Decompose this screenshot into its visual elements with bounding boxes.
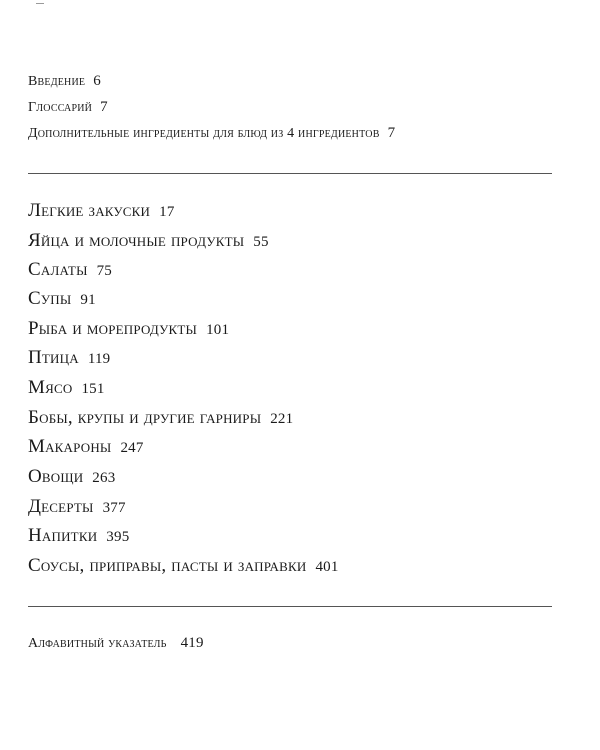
toc-entry-title: Птица (28, 347, 79, 368)
toc-entry-title: Рыба и морепродукты (28, 318, 198, 339)
toc-entry-page: 7 (100, 99, 108, 115)
toc-entry-page: 119 (87, 351, 111, 367)
toc-entry-page: 151 (81, 381, 105, 397)
toc-entry-title: Десерты (28, 496, 94, 517)
toc-entry-chapter[interactable] (28, 230, 269, 252)
toc-entry-additional-ingredients[interactable] (28, 124, 395, 142)
toc-entry-title: Супы (28, 288, 72, 309)
toc-entry-page: 221 (270, 411, 294, 427)
toc-entry-page: 101 (206, 322, 230, 338)
toc-entry-page: 91 (80, 292, 96, 308)
toc-entry-title: Бобы, крупы и другие гарниры (28, 407, 262, 428)
toc-entry-page: 55 (253, 234, 269, 250)
toc-entry-index[interactable] (28, 634, 204, 652)
toc-entry-chapter[interactable] (28, 407, 293, 429)
toc-entry-page: 263 (92, 470, 116, 486)
toc-entry-chapter[interactable] (28, 318, 229, 340)
toc-entry-chapter[interactable] (28, 525, 129, 547)
toc-entry-title: Макароны (28, 436, 112, 457)
toc-entry-page: 419 (180, 635, 204, 651)
toc-entry-title: Легкие закуски (28, 200, 151, 221)
toc-entry-title: Напитки (28, 525, 98, 546)
toc-entry-page: 377 (102, 500, 126, 516)
toc-entry-chapter[interactable] (28, 347, 110, 369)
toc-entry-page: 75 (96, 263, 113, 279)
toc-entry-chapter[interactable] (28, 496, 126, 518)
toc-entry-title: Введение (28, 74, 86, 89)
toc-entry-title: Мясо (28, 377, 73, 398)
toc-entry-chapter[interactable] (28, 200, 175, 222)
toc-entry-page: 17 (159, 204, 175, 220)
toc-entry-title: Овощи (28, 466, 84, 487)
toc-entry-chapter[interactable] (28, 259, 112, 281)
toc-entry-introduction[interactable] (28, 72, 101, 90)
section-divider (28, 173, 552, 174)
toc-entry-title: Алфавитный указатель (28, 636, 167, 651)
toc-entry-page: 395 (106, 529, 130, 545)
section-divider (28, 606, 552, 607)
toc-entry-chapter[interactable] (28, 288, 96, 310)
toc-entry-title: Яйца и молочные продукты (28, 230, 245, 251)
toc-entry-chapter[interactable] (28, 377, 105, 399)
toc-entry-page: 7 (387, 125, 396, 141)
toc-entry-page: 401 (315, 559, 339, 575)
toc-entry-chapter[interactable] (28, 436, 144, 458)
toc-entry-glossary[interactable] (28, 98, 108, 116)
toc-entry-title: Глоссарий (28, 100, 93, 115)
toc-entry-title: Салаты (28, 259, 88, 280)
page-corner-mark (36, 0, 44, 4)
toc-entry-chapter[interactable] (28, 466, 115, 488)
toc-entry-page: 6 (93, 73, 101, 89)
toc-entry-title: Соусы, приправы, пасты и заправки (28, 555, 307, 576)
toc-entry-chapter[interactable] (28, 555, 339, 577)
toc-entry-title: Дополнительные ингредиенты для блюд из 4 ингредиентов (28, 126, 380, 141)
toc-entry-page: 247 (120, 440, 144, 456)
